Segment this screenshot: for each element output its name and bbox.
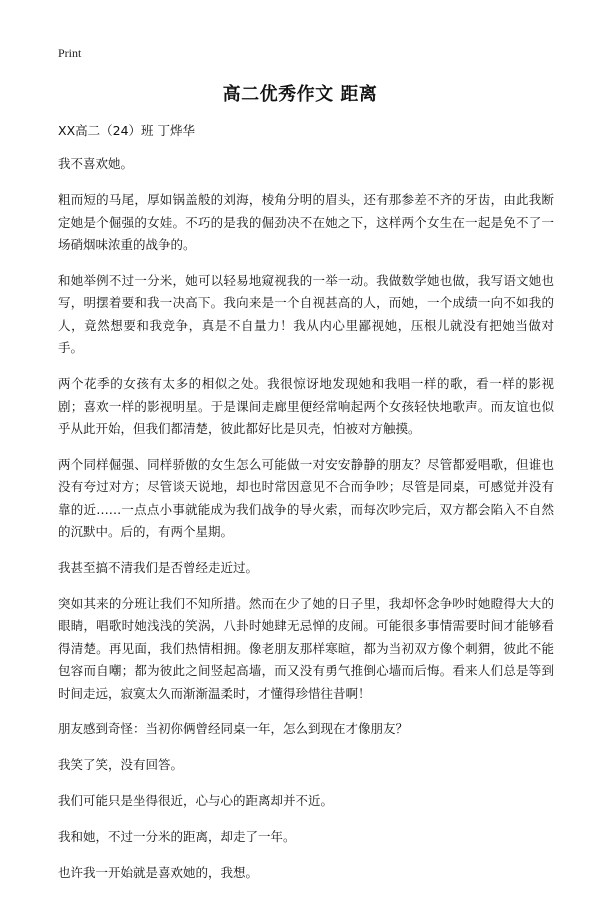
paragraph: 也许我一开始就是喜欢她的，我想。 [58, 865, 259, 881]
paragraph: 两个花季的女孩有太多的相似之处。我很惊讶地发现她和我唱一样的歌，看一样的影视剧；喜欢一样的影视明星。于是课间走廊里便经常响起两个女孩轻快地歌声。而友谊也似乎从此开始，但我们都清楚，彼此都好比是贝壳，怕被对方触摸。 [58, 376, 554, 436]
paragraph: 和她举例不过一分米，她可以轻易地窥视我的一举一动。我做数学她也做，我写语文她也写，明摆着要和我一决高下。我向来是一个自视甚高的人，而她，一个成绩一向不如我的人，竟然想要和我竞争，真是不自量力！我从内心里鄙视她，压根儿就没有把她当做对手。 [58, 273, 554, 356]
paragraph: 我笑了笑，没有回答。 [58, 757, 184, 773]
paragraph: 我不喜欢她。 [58, 156, 134, 172]
paragraph: 我甚至搞不清我们是否曾经走近过。 [58, 560, 259, 575]
paragraph: 突如其来的分班让我们不知所措。然而在少了她的日子里，我却怀念争吵时她瞪得大大的眼睛，唱歌时她浅浅的笑涡，八卦时她肆无忌惮的皮闹。可能很多事情需要时间才能够看得清楚。再见面，我们热情相拥。像老朋友那样寒暄，都为当初双方像个刺猬，彼此不能包容而自嘲；都为彼此之间竖起高墙，而又没有勇气推倒心墙而后悔。看来人们总是等到时间走远，寂寞太久而渐渐温柔时，才懂得珍惜往昔啊！ [58, 595, 554, 701]
paragraph: 我们可能只是坐得很近，心与心的距离却并不近。 [58, 793, 334, 809]
paragraph: 我和她，不过一分米的距离，却走了一年。 [58, 829, 296, 845]
page-title: 高二优秀作文 距离 [222, 84, 378, 105]
paragraph: 两个同样倔强、同样骄傲的女生怎么可能做一对安安静静的朋友？尽管都爱唱歌，但谁也没有夸过对方；尽管谈天说地，却也时常因意见不合而争吵；尽管是同桌，可感觉并没有靠的近……一点点小事就能成为我们战争的导火索，而每次吵完后，双方都会陷入不自然的沉默中。后的，有两个星期。 [58, 456, 554, 540]
author-line: XX高二（24）班 丁烨华 [58, 123, 196, 138]
paragraph: 粗而短的马尾，厚如锅盖般的刘海，棱角分明的眉头，还有那参差不齐的牙齿，由此我断定她是个倔强的女娃。不巧的是我的倔劲决不在她之下，这样两个女生在一起是免不了一场硝烟味浓重的战争的。 [58, 192, 554, 253]
essay-body [58, 120, 554, 898]
print-link[interactable]: Print [58, 46, 82, 60]
paragraph: 朋友感到奇怪：当初你俩曾经同桌一年，怎么到现在才像朋友？ [58, 721, 409, 737]
